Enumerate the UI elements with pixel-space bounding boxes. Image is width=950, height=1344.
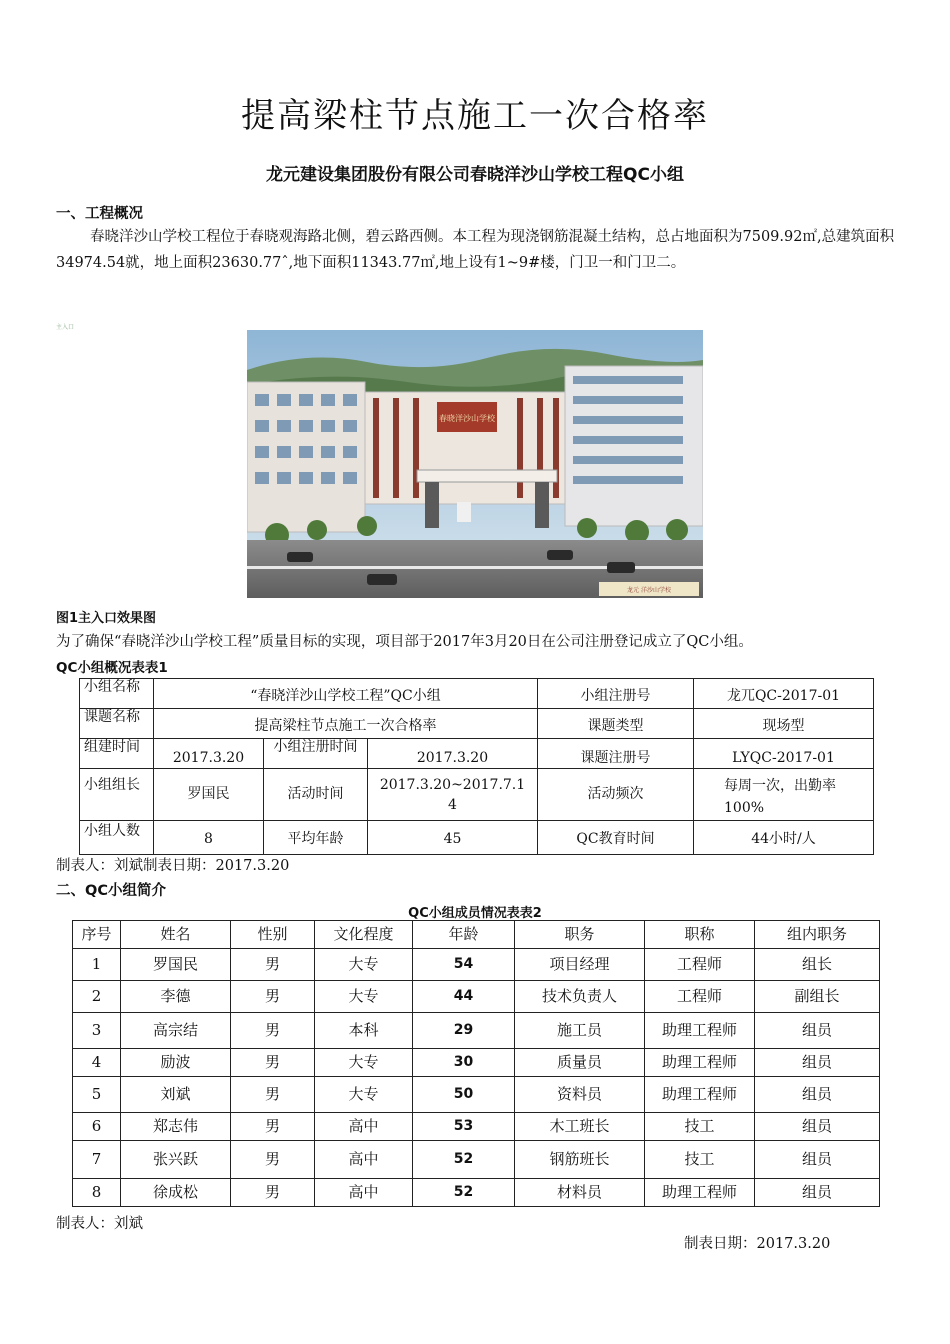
table-cell: 小组注册号	[538, 679, 694, 709]
column-header: 职务	[515, 921, 645, 949]
qc-group-overview-table	[79, 678, 874, 855]
table-row	[80, 679, 874, 709]
table2-date-note: 制表日期：2017.3.20	[684, 1236, 831, 1252]
table-cell: 45	[368, 821, 538, 855]
table-cell: 施工员	[515, 1013, 645, 1049]
table-cell: 技工	[645, 1141, 755, 1179]
table-cell: 53	[413, 1113, 515, 1141]
table-cell: 5	[73, 1077, 121, 1113]
table-cell: 提高梁柱节点施工一次合格率	[154, 709, 538, 739]
table-row	[80, 821, 874, 855]
table-cell: 组员	[755, 1013, 880, 1049]
table-cell: 2017.3.20	[368, 739, 538, 769]
main-entrance-rendering-image	[247, 330, 703, 598]
table-cell: 助理工程师	[645, 1077, 755, 1113]
table-row	[73, 1113, 880, 1141]
document-title: 提高梁柱节点施工一次合格率	[241, 96, 709, 136]
table-row	[73, 1077, 880, 1113]
table-cell: 组员	[755, 1077, 880, 1113]
table-cell: 课题类型	[538, 709, 694, 739]
table-header-row	[73, 921, 880, 949]
table-cell: 助理工程师	[645, 1013, 755, 1049]
table-cell: 3	[73, 1013, 121, 1049]
table-cell: 技术负责人	[515, 981, 645, 1013]
table-cell: QC教育时间	[538, 821, 694, 855]
table-cell: 男	[231, 1141, 315, 1179]
table-cell: 大专	[315, 981, 413, 1013]
table-cell: 50	[413, 1077, 515, 1113]
table-cell: 徐成松	[121, 1179, 231, 1207]
table-cell: 组长	[755, 949, 880, 981]
tiny-image-label: 主入口	[56, 324, 75, 331]
document-subtitle: 龙元建设集团股份有限公司春晓洋沙山学校工程QC小组	[266, 165, 684, 185]
table-row	[73, 1049, 880, 1077]
section-heading-overview: 一、工程概况	[56, 206, 143, 222]
table-cell: 8	[73, 1179, 121, 1207]
table-cell: 高中	[315, 1113, 413, 1141]
table-row	[73, 1013, 880, 1049]
table-cell: 52	[413, 1179, 515, 1207]
table-cell: 材料员	[515, 1179, 645, 1207]
table-row	[73, 949, 880, 981]
overview-paragraph: 春晓洋沙山学校工程位于春晓观海路北侧，碧云路西侧。本工程为现浇钢筋混凝土结构，总占地面积为7509.92㎡,总建筑面积34974.54就，地上面积23630.77ˆ,地下面积11343.77㎡,地上设有1~9#楼，门卫一和门卫二。	[56, 229, 895, 271]
table-cell: 小组注册时间	[264, 739, 368, 769]
table-cell: 52	[413, 1141, 515, 1179]
table-cell: 8	[154, 821, 264, 855]
table-cell: 组员	[755, 1113, 880, 1141]
table-cell: 7	[73, 1141, 121, 1179]
table-cell: 男	[231, 1013, 315, 1049]
table-cell: “春晓洋沙山学校工程”QC小组	[154, 679, 538, 709]
table2-maker-note: 制表人：刘斌	[56, 1216, 143, 1232]
table-cell: 工程师	[645, 981, 755, 1013]
table-row	[73, 981, 880, 1013]
table-cell: 大专	[315, 949, 413, 981]
table-cell: 6	[73, 1113, 121, 1141]
table-cell: 资料员	[515, 1077, 645, 1113]
table-cell: 1	[73, 949, 121, 981]
column-header: 性别	[231, 921, 315, 949]
table-cell: 郑志伟	[121, 1113, 231, 1141]
table-cell: 木工班长	[515, 1113, 645, 1141]
table-cell: 课题名称	[80, 709, 154, 739]
table-cell: 组员	[755, 1141, 880, 1179]
table-cell: 张兴跃	[121, 1141, 231, 1179]
photo-corner-badge: 龙元 洋沙山学校	[627, 587, 671, 594]
section-heading-qc-intro: 二、QC小组简介	[56, 883, 166, 899]
figure-caption: 图1主入口效果图	[56, 611, 157, 626]
table-cell: 大专	[315, 1077, 413, 1113]
table-cell: 平均年龄	[264, 821, 368, 855]
table-cell: 男	[231, 1077, 315, 1113]
qc-registration-paragraph: 为了确保“春晓洋沙山学校工程”质量目标的实现，项目部于2017年3月20日在公司注册登记成立了QC小组。	[56, 634, 753, 650]
table-cell: 29	[413, 1013, 515, 1049]
table-cell: 技工	[645, 1113, 755, 1141]
table-cell: 助理工程师	[645, 1179, 755, 1207]
table-cell: 副组长	[755, 981, 880, 1013]
table-cell: 钢筋班长	[515, 1141, 645, 1179]
table-cell: 2	[73, 981, 121, 1013]
table1-title: QC小组概况表表1	[56, 660, 168, 676]
column-header: 职称	[645, 921, 755, 949]
column-header: 序号	[73, 921, 121, 949]
table-cell: 高中	[315, 1141, 413, 1179]
table-cell: 李德	[121, 981, 231, 1013]
table-cell: 44	[413, 981, 515, 1013]
column-header: 姓名	[121, 921, 231, 949]
table-cell: 工程师	[645, 949, 755, 981]
table-cell: LYQC-2017-01	[694, 739, 874, 769]
table-cell: 质量员	[515, 1049, 645, 1077]
table-cell: 男	[231, 1113, 315, 1141]
table-cell: 刘斌	[121, 1077, 231, 1113]
table-cell: 课题注册号	[538, 739, 694, 769]
table-cell: 现场型	[694, 709, 874, 739]
table-cell: 高宗结	[121, 1013, 231, 1049]
table-cell: 大专	[315, 1049, 413, 1077]
table-cell: 每周一次，出勤率100%	[694, 769, 874, 821]
photo-sign-text: 春晓洋沙山学校	[439, 414, 495, 423]
table-cell: 男	[231, 949, 315, 981]
table-cell: 男	[231, 1049, 315, 1077]
table-cell: 小组组长	[80, 769, 154, 821]
table-cell: 活动时间	[264, 769, 368, 821]
column-header: 文化程度	[315, 921, 413, 949]
table-row	[73, 1141, 880, 1179]
table-cell: 30	[413, 1049, 515, 1077]
table-cell: 罗国民	[121, 949, 231, 981]
table-cell: 活动频次	[538, 769, 694, 821]
table1-maker-note: 制表人：刘斌制表日期：2017.3.20	[56, 858, 290, 874]
table-cell: 助理工程师	[645, 1049, 755, 1077]
column-header: 年龄	[413, 921, 515, 949]
table-cell: 组员	[755, 1179, 880, 1207]
column-header: 组内职务	[755, 921, 880, 949]
table-cell: 54	[413, 949, 515, 981]
table-cell: 小组名称	[80, 679, 154, 709]
table-cell: 组建时间	[80, 739, 154, 769]
table-row	[73, 1179, 880, 1207]
table-cell: 2017.3.20~2017.7.14	[368, 769, 538, 821]
table-cell: 男	[231, 1179, 315, 1207]
table-cell: 励波	[121, 1049, 231, 1077]
table-cell: 2017.3.20	[154, 739, 264, 769]
table-cell: 龙兀QC-2017-01	[694, 679, 874, 709]
table-cell: 高中	[315, 1179, 413, 1207]
table-cell: 组员	[755, 1049, 880, 1077]
table-row	[80, 739, 874, 769]
table-cell: 4	[73, 1049, 121, 1077]
table-cell: 本科	[315, 1013, 413, 1049]
qc-members-table	[72, 920, 880, 1207]
table-cell: 项目经理	[515, 949, 645, 981]
table-row	[80, 769, 874, 821]
table-row	[80, 709, 874, 739]
table-cell: 小组人数	[80, 821, 154, 855]
table-cell: 罗国民	[154, 769, 264, 821]
table-cell: 男	[231, 981, 315, 1013]
table2-title: QC小组成员情况表表2	[408, 906, 542, 921]
table-cell: 44小时/人	[694, 821, 874, 855]
